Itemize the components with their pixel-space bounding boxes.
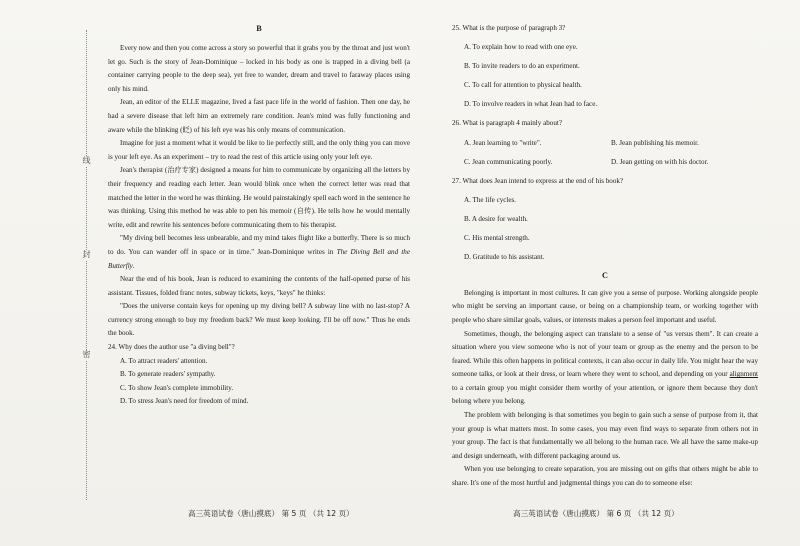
paragraph-b3: Imagine for just a moment what it would be like to lie perfectly still, and the only thing you can move is your left eye. As an experiment – try to read the rest of this article using only your left eye. (108, 139, 410, 161)
margin-mark-secret: 密 (80, 350, 93, 360)
paragraph-b6: Near the end of his book, Jean is reduced to examining the contents of the half-opened purse of his assistant. Tissues, folded franc notes, subway tickets, keys, "keys" he thinks: (108, 275, 410, 297)
paragraph-c2-text-a: Sometimes, though, the belonging aspect can translate to a sense of "us versus them". It can create a situation where you view someone who is not of your team or group as the enemy and the person to be feared. While this often happens in political contexts, it can also occur in daily life. You might hear the way someone talks, or look at their dress, or learn where they went to school, and depending on your (452, 329, 758, 379)
q27-option-c[interactable]: C. His mental strength. (464, 234, 530, 243)
q27-option-b[interactable]: B. A desire for wealth. (464, 214, 528, 223)
binding-margin-line (86, 30, 87, 500)
paragraph-c4: When you use belonging to create separation, you are missing out on gifts that others might be able to share. It's one of the most hurtful and judgmental things you can do to someone else: (452, 465, 758, 488)
question-27: 27. What does Jean intend to express at the end of his book? (452, 176, 624, 185)
paragraph-c1: Belonging is important in most cultures. It can give you a sense of purpose. Working alongside people who might be serving an important cause, or being on a championship team, or working together with people who share similar goals, values, or interests makes a person feel important and useful. (452, 288, 758, 324)
q26-option-c[interactable]: C. Jean communicating poorly. (464, 157, 553, 166)
paragraph-c3: The problem with belonging is that sometimes you begin to gain such a sense of purpose from it, that your group is what matters most. In some cases, you may even find ways to separate from others not in your group. The fact is that fundamentally we all belong to the human race. We all have the same make-up and design underneath, with different packaging around us. (452, 411, 758, 460)
paragraph-c2-text-b: to a certain group you might consider them worthy of your attention, or ignore them because they don't belong where you belong. (452, 383, 758, 406)
question-24: 24. Why does the author use "a diving bell"? (108, 343, 235, 352)
section-title-c: C (602, 270, 608, 280)
q26-option-a[interactable]: A. Jean learning to "write". (464, 138, 542, 147)
q25-option-a[interactable]: A. To explain how to read with one eye. (464, 43, 578, 52)
q24-option-d[interactable]: D. To stress Jean's need for freedom of mind. (120, 397, 249, 406)
q26-option-b[interactable]: B. Jean publishing his memoir. (611, 138, 699, 147)
paragraph-b5 (108, 232, 410, 273)
paragraph-c2 (452, 328, 758, 410)
q24-option-b[interactable]: B. To generate readers' sympathy. (120, 370, 216, 379)
left-column (108, 22, 410, 409)
q24-option-a[interactable]: A. To attract readers' attention. (120, 356, 208, 365)
paragraph-b7: "Does the universe contain keys for opening up my diving bell? A subway line with no last-stop? A currency strong enough to buy my freedom back? We must keep looking. I'll be off now." Thus he ends the book. (108, 302, 410, 338)
page-footer-right: 高三英语试卷（唐山摸底） 第 6 页 （共 12 页） (513, 509, 679, 518)
section-title-b: B (256, 24, 262, 33)
q25-option-c[interactable]: C. To call for attention to physical health. (464, 81, 582, 90)
paragraph-b1: Every now and then you come across a story so powerful that it grabs you by the throat and just won't let go. Such is the story of Jean-Dominique – locked in his body as one is trapped in a diving bell (a container carrying people to the deep sea), yet free to wander, dream and travel to faraway places using only his mind. (108, 44, 410, 93)
paragraph-b5-text: "My diving bell becomes less unbearable, and my mind takes flight like a butterfly. There is so much to do. You can wander off in space or in time." Jean-Dominique writes in (108, 234, 410, 256)
page-footer-left: 高三英语试卷（唐山摸底） 第 5 页 （共 12 页） (188, 509, 354, 518)
q26-option-d[interactable]: D. Jean getting on with his doctor. (611, 157, 709, 166)
q27-option-a[interactable]: A. The life cycles. (464, 195, 517, 204)
q26-options-row-2 (464, 156, 758, 170)
q25-option-d[interactable]: D. To involve readers in what Jean had to face. (464, 100, 598, 109)
right-column (452, 22, 758, 491)
question-25: 25. What is the purpose of paragraph 3? (452, 24, 566, 32)
underlined-word-alignment: alignment (729, 370, 758, 379)
margin-mark-seal: 封 (80, 250, 93, 260)
paragraph-b4: Jean's therapist (治疗专家) designed a means for him to communicate by organizing all the letters by their frequency and reading each letter. Jean would blink once when the correct letter was read that matched the letter in the word he was thinking. He would painstakingly spell each word in the sentence he was thinking. Using this method he was able to pen his memoir (自传). He tells how he would mentally write, edit and rewrite his sentences before communicating them to his therapist. (108, 166, 410, 229)
paragraph-b5-end: . (132, 261, 135, 270)
q25-option-b[interactable]: B. To invite readers to do an experiment. (464, 62, 580, 71)
paragraph-b2: Jean, an editor of the ELLE magazine, lived a fast pace life in the world of fashion. Then one day, he had a severe disease that left him an extremely rare condition. Jean's mind was fully functioning and aware while the blinking (眨) of his left eye was his only means of communication. (108, 98, 410, 134)
margin-mark-line: 线 (80, 156, 93, 166)
book-title: The Diving Bell and the Butterfly (108, 247, 410, 270)
q27-option-d[interactable]: D. Gratitude to his assistant. (464, 253, 545, 262)
q24-option-c[interactable]: C. To show Jean's complete immobility. (120, 383, 234, 392)
question-26: 26. What is paragraph 4 mainly about? (452, 119, 562, 128)
q26-options-row-1 (464, 137, 758, 151)
